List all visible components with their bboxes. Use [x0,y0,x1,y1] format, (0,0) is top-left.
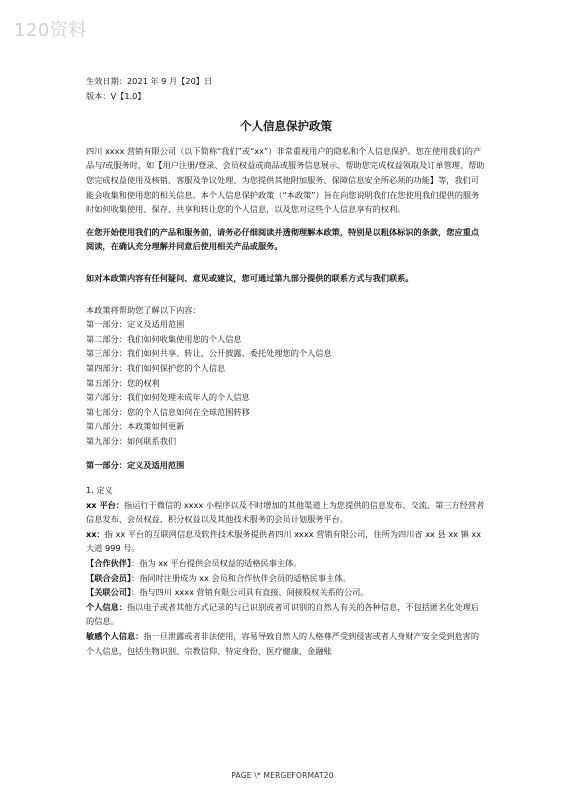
toc-item: 第八部分：本政策如何更新 [86,421,185,432]
document-meta [86,74,486,103]
definition-item [86,527,486,556]
toc-item: 第七部分：您的个人信息如何在全球范围转移 [86,406,250,417]
definition-term: 【合作伙伴】 [86,558,132,569]
bold-notice-2: 如对本政策内容有任何疑问、意见或建议，您可通过第九部分提供的联系方式与我们联系。 [86,272,414,283]
definition-text: ：指同时注册成为 xx 会员和合作伙伴会员的适格民事主体。 [131,572,351,583]
definition-item [86,629,486,658]
document-body [86,74,486,658]
definition-term: 敏感个人信息： [86,631,144,641]
definition-term: 【关联公司】 [86,587,132,598]
definition-term: 个人信息： [86,601,127,612]
version: 版本：V【1.0】 [86,90,146,101]
definition-item [86,585,486,600]
definition-item [86,498,486,527]
page-footer: PAGE \* MERGEFORMAT20 [231,771,334,780]
section-heading: 第一部分：定义及适用范围 [86,460,185,471]
definition-text: ：指为 xx 平台提供会员权益的适格民事主体。 [131,558,302,569]
toc-intro: 本政策将帮助您了解以下内容： [86,304,201,315]
effective-date: 生效日期：2021 年 9 月【20】日 [86,76,213,86]
definition-text: 指运行于微信的 xxxx 小程序以及不时增加的其他渠道上为您提供的信息发布、交流、第三方经营者信息发布、会员权益、积分权益以及其他技术服务的会员计划服务平台。 [86,499,485,525]
intro-paragraph: 四川 xxxx 营销有限公司（以下简称“我们”或“xx”）非常重视用户的隐私和个人信息保护。您在使用我们的产品与/或服务时，如【用户注册/登录、会员权益或商品或服务信息展示、帮助您完成权益领取及订单管理、帮助您完成权益使用及核销、客服及争议处理、为您提供其他附加服务、保障信息安全所必须的功能】等，我们可能会收集和使用您的相关信息。本个人信息保护政策（“本政策”）旨在向您说明我们在您使用我们提供的服务时如何收集使用、保存、共享和转让您的个人信息，以及您对这些个人信息享有的权利。 [86,145,485,215]
toc-item: 第一部分：定义及适用范围 [86,319,185,330]
definition-item [86,600,486,629]
definition-term: xx 平台： [86,499,124,510]
bold-notice-1: 在您开始使用我们的产品和服务前，请务必仔细阅读并透彻理解本政策，特别是以粗体标识的条款，您应重点阅读，在确认充分理解并同意后使用相关产品或服务。 [86,226,480,252]
definition-item [86,571,486,586]
table-of-contents [86,303,486,449]
toc-item: 第二部分：我们如何收集使用您的个人信息 [86,333,242,344]
toc-item: 第四部分：我们如何保护您的个人信息 [86,362,226,373]
definition-item [86,556,486,571]
toc-item: 第三部分：我们如何共享、转让、公开披露、委托处理您的个人信息 [86,348,332,359]
definition-text: 指以电子或者其他方式记录的与已识别或者可识别的自然人有关的各种信息，不包括匿名化处理后的信息。 [86,601,480,627]
definition-term: 【联合会员】 [86,572,132,583]
definition-text: ：指与四川 xxxx 营销有限公司具有直接、间接股权关系的公司。 [131,587,369,598]
toc-item: 第九部分：如何联系我们 [86,435,177,446]
watermark: 120资料 [14,20,87,41]
definitions [86,483,486,658]
subsection-heading: 1. 定义 [86,485,113,496]
definition-text: 指一旦泄露或者非法使用，容易导致自然人的人格尊严受到侵害或者人身财产安全受到危害的个人信息，包括生物识别、宗教信仰、特定身份、医疗健康、金融账 [86,631,480,656]
page-title: 个人信息保护政策 [240,119,332,134]
definition-term: xx： [86,528,105,539]
toc-item: 第六部分：我们如何处理未成年人的个人信息 [86,392,250,403]
definition-text: 指 xx 平台的互联网信息及软件技术服务提供者四川 xxxx 营销有限公司，住所为四川省 xx 县 xx 镇 xx 大道 999 号。 [86,528,482,554]
toc-item: 第五部分：您的权利 [86,377,160,388]
